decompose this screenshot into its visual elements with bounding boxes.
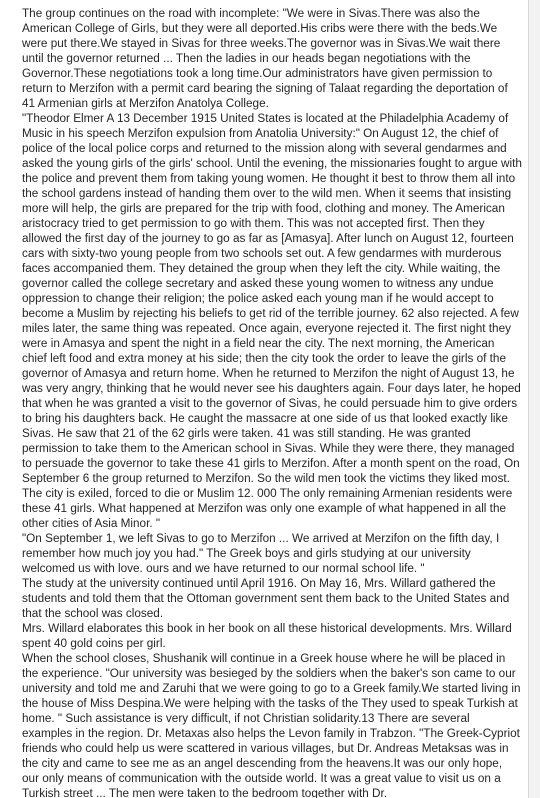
- paragraph-elmer-speech: "Theodor Elmer A 13 December 1915 United States is located at the Philadelphia Academy of Music in his speech Merzifon expulsion from Anatolia University:" On August 12, the chief of police of the local police corps and returned to the mission along with several gendarmes and asked the young girls of the girls' school. Until the evening, the missionaries fought to argue with the police and prevent them from taking young women. He thought it best to throw them all into the school gardens instead of handing them over to the wild men. When it seems that insisting more will help, the girls are prepared for the trip with food, clothing and money. The American aristocracy tried to get permission to go with them. This was not accepted first. Then they allowed the first day of the journey to go as far as [Amasya]. After lunch on August 12, fourteen cars with sixty-two young people from two schools set out. A few gendarmes with murderous faces accompanied them. They detained the group when they left the city. While waiting, the governor called the college secretary and asked these young women to witness any undue oppression to change their religion; the police asked each young man if he would accept to become a Muslim by rejecting his beliefs to get rid of the terrible journey. 62 also rejected. A few miles later, the same thing was repeated. Once again, everyone rejected it. The first night they were in Amasya and spent the night in a field near the city. The next morning, the American chief left food and extra money at his side; then the city took the order to leave the girls of the governor of Amasya and return home. When he returned to Merzifon the night of August 13, he was very angry, thinking that he would never see his daughters again. Four days later, he hoped that when he was granted a visit to the governor of Sivas, he could persuade him to give orders to bring his daughters back. He caught the massacre at one side of us that looked exactly like Sivas. He saw that 21 of the 62 girls were taken. 41 was still standing. He was granted permission to take them to the American school in Sivas. While they were there, they managed to persuade the governor to take these 41 girls to Merzifon. After a month spent on the road, On September 6 the group returned to Merzifon. So the wild men took the victims they liked most. The city is exiled, forced to die or Muslim 12. 000 The only remaining Armenian residents were these 41 girls. What happened at Merzifon was only one example of what happened in all the other cities of Asia Minor. ": [22, 112, 522, 530]
- paragraph-sivas-return: The group continues on the road with incomplete: "We were in Sivas.There was also the American College of Girls, but they were all deported.His cribs were there with the beds.We were put there.We stayed in Sivas for three weeks.The governor was in Sivas.We wait there until the governor returned ... Then the ladies in our heads began negotiations with the Governor.These negotiations took a long time.Our administrators have given permission to return to Merzifon with a permit card bearing the signing of Talaat regarding the deportation of 41 Armenian girls at Merzifon Anatolya College.: [22, 7, 508, 110]
- paragraph-september-return: "On September 1, we left Sivas to go to Merzifon ... We arrived at Merzifon on the fifth day, I remember how much joy you had." The Greek boys and girls studying at our university welcomed us with love. ours and we have returned to our normal school life. ": [22, 532, 500, 575]
- paragraph-university-closure: The study at the university continued until April 1916. On May 16, Mrs. Willard gathered the students and told them that the Ottoman government sent them back to the United States and that the school was closed.: [22, 577, 510, 620]
- paragraph-greek-house: When the school closes, Shushanik will continue in a Greek house where he will be placed in the experience. "Our university was besieged by the soldiers when the baker's son came to our university and told me and Zaruhi that we were going to go to a Greek family.We started living in the house of Miss Despina.We were helping with the tasks of the They used to speak Turkish at home. " Such assistance is very difficult, if not Christian solidarity.13 There are several examples in the region. Dr. Metaxas also helps the Levon family in Trabzon. "The Greek-Cypriot friends who could help us were scattered in various villages, but Dr. Andreas Metaksas was in the city and came to see me as an angel descending from the heavens.It was our only hope, our only means of communication with the outside world. It was a great value to visit us on a Turkish street ... The men were taken to the bedroom together with Dr.: [22, 652, 521, 798]
- document-body: [22, 6, 522, 798]
- paragraph-willard-book: Mrs. Willard elaborates this book in her book on all these historical developments. Mrs. Willard spent 40 gold coins per girl.: [22, 622, 512, 650]
